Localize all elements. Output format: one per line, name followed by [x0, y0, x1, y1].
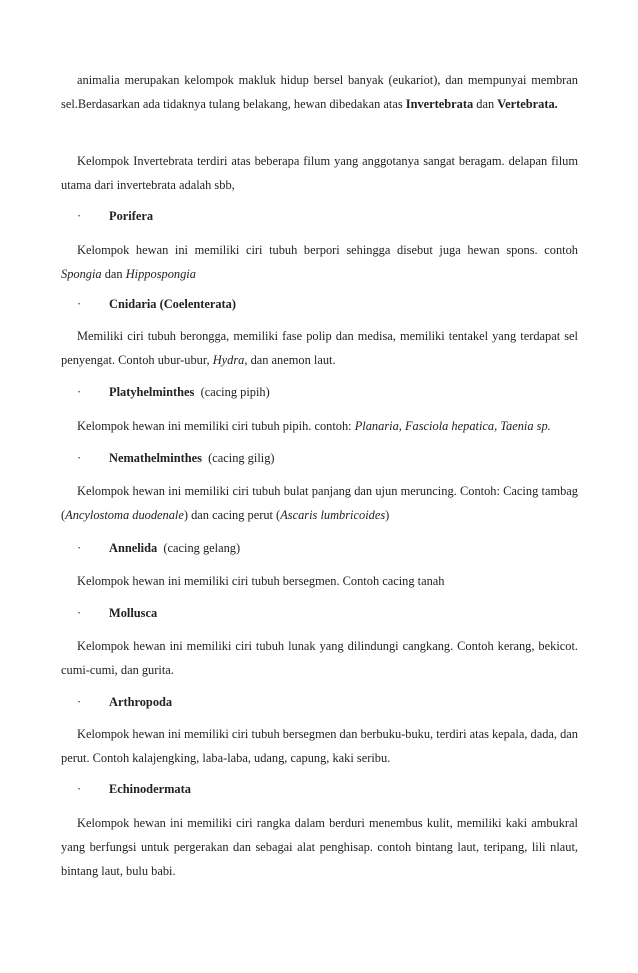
phylum-common-name: (cacing pipih): [200, 385, 270, 399]
species-name: Spongia: [61, 267, 102, 281]
species-name: Hydra: [212, 353, 245, 367]
species-name: Planaria, Fasciola hepatica, Taenia sp.: [354, 419, 551, 433]
phylum-description-annelida: Kelompok hewan ini memiliki ciri tubuh bersegmen. Contoh cacing tanah: [77, 574, 445, 588]
species-name: Ascaris lumbricoides: [280, 508, 386, 522]
vertebrata-term: Vertebrata.: [497, 97, 558, 111]
phylum-name: Nemathelminthes: [109, 451, 202, 465]
bullet-marker: ·: [77, 541, 82, 555]
intro-conjunction: dan: [473, 97, 498, 111]
bullet-marker: ·: [77, 606, 82, 620]
phylum-heading-cnidaria: [77, 292, 577, 316]
phylum-heading-arthropoda: [77, 690, 577, 714]
invertebrata-term: Invertebrata: [405, 97, 474, 111]
bullet-marker: ·: [77, 385, 82, 399]
phylum-common-name: (cacing gelang): [163, 541, 241, 555]
bullet-marker: ·: [77, 209, 82, 223]
phylum-name: Platyhelminthes: [109, 385, 195, 399]
bullet-marker: ·: [77, 451, 82, 465]
phylum-name: Cnidaria (Coelenterata): [109, 297, 236, 311]
phylum-heading-platyhelminthes: [77, 380, 577, 404]
phylum-name: Porifera: [109, 209, 154, 223]
bullet-marker: ·: [77, 695, 82, 709]
phylum-description-echinodermata: Kelompok hewan ini memiliki ciri rangka dalam berduri menembus kulit, memiliki kaki ambukral yang berfungsi untuk pergerakan dan sebagai alat penghisap. contoh bintang laut, teripang, lili nlaut, bintang laut, bulu babi.: [61, 816, 578, 878]
phylum-heading-porifera: [77, 204, 577, 228]
intro-text: animalia merupakan kelompok makluk hidup bersel banyak (eukariot), dan mempunyai membran sel.Berdasarkan ada tidaknya tulang belakang, hewan dibedakan atas: [61, 73, 578, 111]
phylum-name: Echinodermata: [109, 782, 191, 796]
phylum-description-arthropoda: Kelompok hewan ini memiliki ciri tubuh bersegmen dan berbuku-buku, terdiri atas kepala, dada, dan perut. Contoh kalajengking, laba-laba, udang, capung, kaki seribu.: [61, 727, 578, 765]
phylum-description-nemathelminthes: Kelompok hewan ini memiliki ciri tubuh bulat panjang dan ujun meruncing. Contoh: Cacing tambag (Ancylostoma duodenale) dan cacing perut (Ascaris lumbricoides): [61, 484, 578, 522]
phylum-description-mollusca: Kelompok hewan ini memiliki ciri tubuh lunak yang dilindungi cangkang. Contoh kerang, bekicot. cumi-cumi, dan gurita.: [61, 639, 578, 677]
phylum-heading-echinodermata: [77, 777, 577, 801]
species-name: Hippospongia: [125, 267, 196, 281]
species-name: Ancylostoma duodenale: [65, 508, 184, 522]
bullet-marker: ·: [77, 297, 82, 311]
phylum-description-porifera: Kelompok hewan ini memiliki ciri tubuh berpori sehingga disebut juga hewan spons. contoh Spongia dan Hippospongia: [61, 243, 578, 281]
phylum-name: Mollusca: [109, 606, 158, 620]
phylum-common-name: (cacing gilig): [208, 451, 275, 465]
phylum-heading-nemathelminthes: [77, 446, 577, 470]
invertebrata-paragraph: Kelompok Invertebrata terdiri atas beberapa filum yang anggotanya sangat beragam. delapan filum utama dari invertebrata adalah sbb,: [61, 154, 578, 192]
intro-paragraph: [61, 68, 578, 116]
phylum-heading-mollusca: [77, 601, 577, 625]
bullet-marker: ·: [77, 782, 82, 796]
phylum-description-platyhelminthes: Kelompok hewan ini memiliki ciri tubuh pipih. contoh: Planaria, Fasciola hepatica, Taenia sp.: [77, 419, 551, 433]
phylum-name: Arthropoda: [109, 695, 173, 709]
phylum-heading-annelida: [77, 536, 577, 560]
phylum-description-cnidaria: Memiliki ciri tubuh berongga, memiliki fase polip dan medisa, memiliki tentakel yang terdapat sel penyengat. Contoh ubur-ubur, Hydra, dan anemon laut.: [61, 329, 578, 367]
phylum-name: Annelida: [109, 541, 158, 555]
